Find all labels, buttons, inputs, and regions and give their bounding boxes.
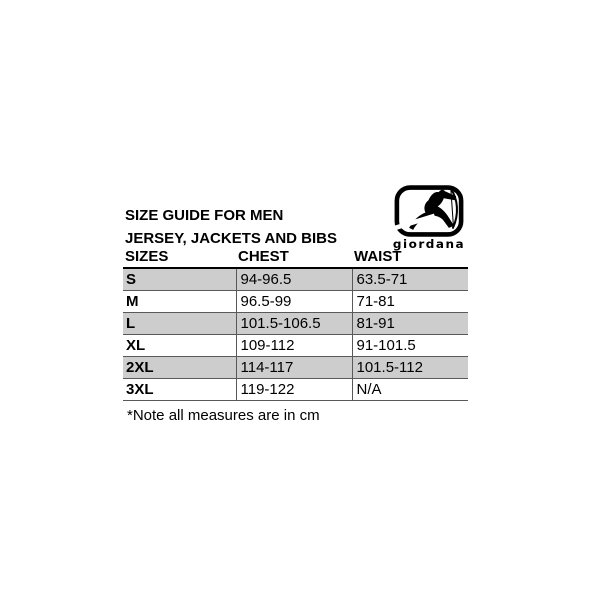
brand-name: giordana (392, 237, 466, 251)
size-table (123, 248, 468, 401)
header-row (123, 248, 468, 268)
page-title: SIZE GUIDE FOR MEN (125, 207, 284, 224)
column-header-sizes: SIZES (123, 248, 236, 268)
cell-chest: 96.5-99 (236, 291, 352, 313)
table-row (123, 379, 468, 401)
measure-note: *Note all measures are in cm (127, 407, 320, 424)
size-table-header (123, 248, 468, 268)
cell-chest: 119-122 (236, 379, 352, 401)
cell-chest: 109-112 (236, 335, 352, 357)
cell-waist: 91-101.5 (352, 335, 468, 357)
page-subtitle: JERSEY, JACKETS AND BIBS (125, 230, 337, 247)
cell-size: 3XL (123, 379, 236, 401)
cell-waist: N/A (352, 379, 468, 401)
cell-waist: 81-91 (352, 313, 468, 335)
table-row (123, 335, 468, 357)
centaur-archer-icon (393, 185, 465, 237)
brand-logo (391, 185, 467, 251)
table-row (123, 268, 468, 291)
cell-waist: 71-81 (352, 291, 468, 313)
cell-waist: 101.5-112 (352, 357, 468, 379)
cell-size: 2XL (123, 357, 236, 379)
cell-waist: 63.5-71 (352, 268, 468, 291)
title-block (125, 204, 337, 250)
cell-size: S (123, 268, 236, 291)
size-table-body (123, 268, 468, 401)
column-header-waist: WAIST (352, 248, 468, 268)
cell-chest: 101.5-106.5 (236, 313, 352, 335)
table-row (123, 291, 468, 313)
cell-size: M (123, 291, 236, 313)
table-row (123, 313, 468, 335)
cell-size: XL (123, 335, 236, 357)
table-row (123, 357, 468, 379)
column-header-chest: CHEST (236, 248, 352, 268)
cell-chest: 114-117 (236, 357, 352, 379)
cell-chest: 94-96.5 (236, 268, 352, 291)
cell-size: L (123, 313, 236, 335)
